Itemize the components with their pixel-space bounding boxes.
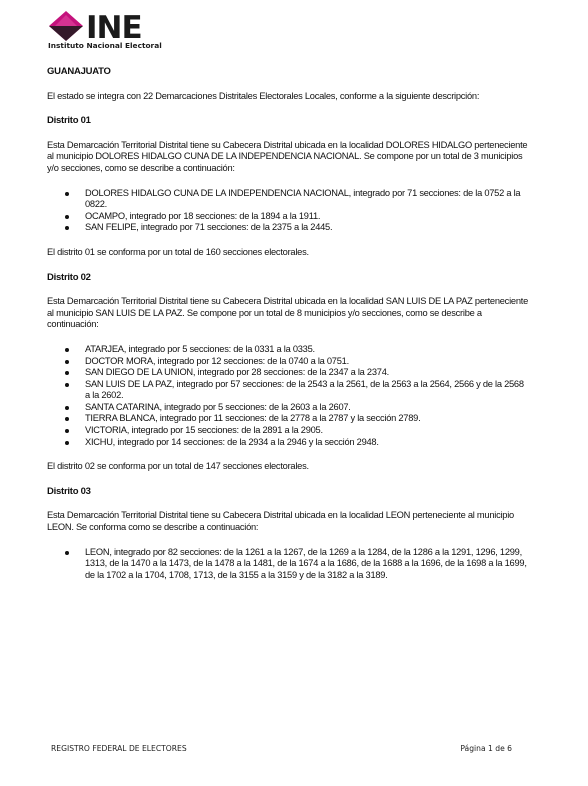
logo-text: INE [86, 10, 142, 46]
municipality-item: OCAMPO, integrado por 18 secciones: de la 1894 a la 1911. [47, 211, 529, 223]
municipality-item: SAN LUIS DE LA PAZ, integrado por 57 secciones: de la 2543 a la 2561, de la 2563 a la 2564, 2566 y de la 2568 a la 2602. [47, 379, 529, 402]
page-footer [51, 744, 512, 753]
municipality-item: VICTORIA, integrado por 15 secciones: de la 2891 a la 2905. [47, 425, 529, 437]
intro-paragraph: El estado se integra con 22 Demarcaciones Distritales Electorales Locales, conforme a la siguiente descripción: [47, 90, 480, 101]
municipality-item: XICHU, integrado por 14 secciones: de la 2934 a la 2946 y la sección 2948. [47, 437, 529, 449]
footer-registry: REGISTRO FEDERAL DE ELECTORES [51, 744, 187, 753]
municipality-list [47, 344, 529, 448]
municipality-item: SAN DIEGO DE LA UNION, integrado por 28 secciones: de la 2347 a la 2374. [47, 367, 529, 379]
district-description: Esta Demarcación Territorial Distrital tiene su Cabecera Distrital ubicada en la localidad DOLORES HIDALGO perteneciente al municipio DOLORES HIDALGO CUNA DE LA INDEPENDENCIA NACIONAL. Se compone por un total de 3 municipios y/o secciones, como se describe a continuación: [47, 139, 528, 173]
logo-subtitle: Instituto Nacional Electoral [48, 41, 162, 50]
municipality-list [47, 547, 529, 582]
district-title: Distrito 02 [47, 271, 91, 283]
municipality-item: ATARJEA, integrado por 5 secciones: de la 0331 a la 0335. [47, 344, 529, 356]
state-title: GUANAJUATO [47, 66, 111, 77]
ine-logo [46, 10, 196, 52]
district-section [47, 486, 529, 582]
district-title: Distrito 01 [47, 115, 91, 127]
municipality-list [47, 188, 529, 234]
document-body [47, 66, 529, 594]
district-title: Distrito 03 [47, 485, 91, 497]
ine-diamond-icon [46, 10, 86, 42]
municipality-item: DOLORES HIDALGO CUNA DE LA INDEPENDENCIA NACIONAL, integrado por 71 secciones: de la 0752 a la 0822. [47, 188, 529, 211]
district-summary: El distrito 02 se conforma por un total de 147 secciones electorales. [47, 461, 309, 472]
district-description: Esta Demarcación Territorial Distrital tiene su Cabecera Distrital ubicada en la localidad SAN LUIS DE LA PAZ perteneciente al municipio SAN LUIS DE LA PAZ. Se compone por un total de 8 municipios y/o secciones, como se describe a continuación: [47, 296, 528, 330]
municipality-item: SAN FELIPE, integrado por 71 secciones: de la 2375 a la 2445. [47, 222, 529, 234]
district-summary: El distrito 01 se conforma por un total de 160 secciones electorales. [47, 246, 309, 257]
district-list [47, 115, 529, 581]
footer-page-number: Página 1 de 6 [460, 744, 512, 753]
municipality-item: LEON, integrado por 82 secciones: de la 1261 a la 1267, de la 1269 a la 1284, de la 1286 a la 1291, 1296, 1299, 1313, de la 1470 a la 1473, de la 1478 a la 1481, de la 1674 a la 1686, de la 1688 a la 1696, de la 1698 a la 1699, de la 1702 a la 1704, 1708, 1713, de la 3155 a la 3159 y de la 3182 a la 3189. [47, 547, 529, 582]
district-section [47, 115, 529, 258]
district-section [47, 272, 529, 473]
municipality-item: SANTA CATARINA, integrado por 5 secciones: de la 2603 a la 2607. [47, 402, 529, 414]
district-description: Esta Demarcación Territorial Distrital tiene su Cabecera Distrital ubicada en la localidad LEON perteneciente al municipio LEON. Se conforma como se describe a continuación: [47, 510, 514, 533]
municipality-item: TIERRA BLANCA, integrado por 11 secciones: de la 2778 a la 2787 y la sección 2789. [47, 413, 529, 425]
municipality-item: DOCTOR MORA, integrado por 12 secciones: de la 0740 a la 0751. [47, 356, 529, 368]
